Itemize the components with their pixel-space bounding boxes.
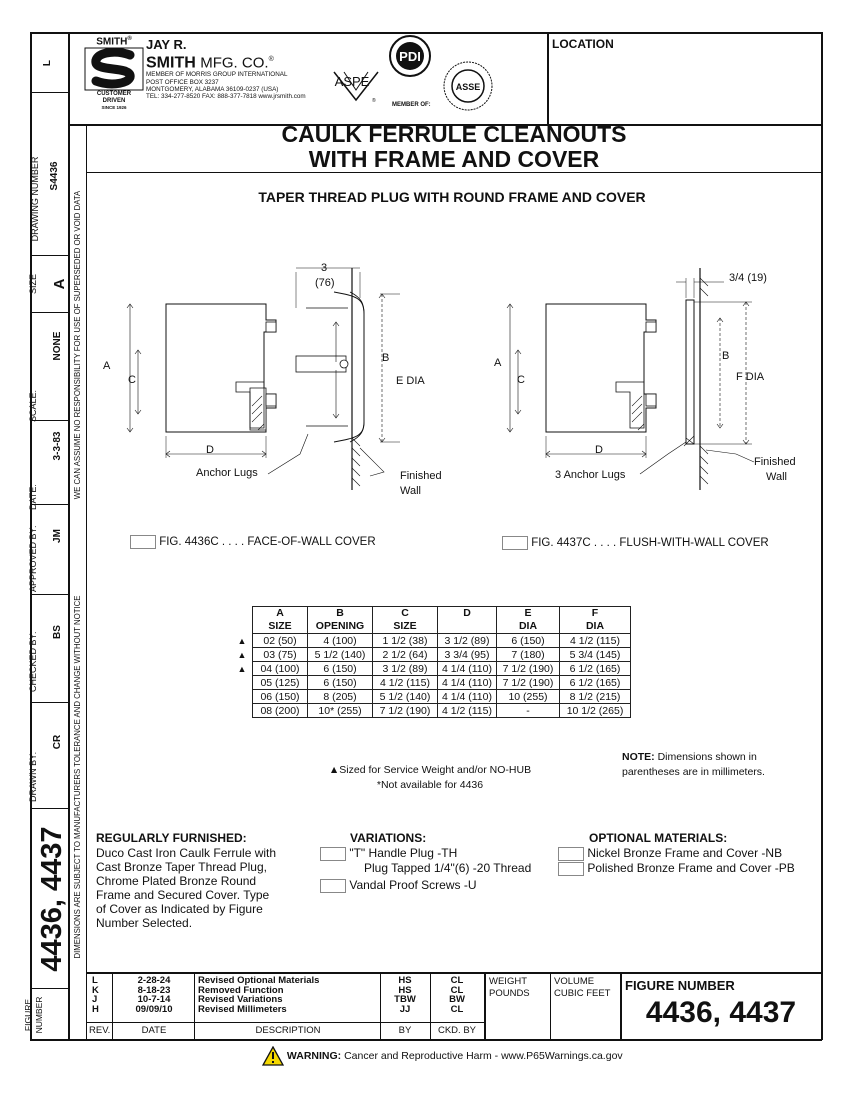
regularly-furnished [96,831,316,930]
table-cell: 05 (125) [253,676,308,690]
revision-rev: K [92,984,99,996]
scale-value: NONE [52,331,63,361]
since-text: SINCE 1926 [101,105,127,111]
p65-warning: WARNING: Cancer and Reproductive Harm - www.P65Warnings.ca.gov [262,1046,623,1066]
variation-u: Vandal Proof Screws -U [349,877,477,892]
revision-desc: Revised Variations [198,994,283,1005]
variations-title: VARIATIONS: [350,831,427,845]
variations [320,831,560,893]
variation-th: "T" Handle Plug -TH [349,846,458,860]
revision-desc: Revised Millimeters [198,1003,287,1015]
drawing-number-label: DRAWING NUMBER [30,156,40,242]
description-column [198,976,378,1014]
table-cell: 5 3/4 (145) [560,648,631,662]
left-dim-e: E DIA [396,375,425,387]
page-title: CAULK FERRULE CLEANOUTS WITH FRAME AND COVER [281,121,627,172]
table-cell: 10 1/2 (265) [560,704,631,718]
table-cell: 03 (75) [253,648,308,662]
optional-pb: Polished Bronze Frame and Cover -PB [587,860,795,875]
smith-s-icon [84,47,144,91]
table-cell: 06 (150) [253,690,308,704]
optional-nb-checkbox[interactable] [558,847,584,861]
fig-4436c-checkbox[interactable] [130,535,156,549]
figure-number: 4436, 4437 [645,996,797,1029]
table-cell: 8 1/2 (215) [560,690,631,704]
size-value: A [51,278,68,290]
right-dim-b: B [722,350,730,362]
driven-text: DRIVEN [102,98,126,105]
table-cell: 4 1/4 (110) [438,662,497,676]
company-name: JAY R. SMITH MFG. CO.® MEMBER OF MORRIS GROUP INTERNATIONAL POST OFFICE BOX 3237 MONTGOMERY, ALABAMA 36109-0237 (USA) TEL: 334-277-8520 FAX: 888-377-7818 www.jrsmith.com [146,37,306,101]
dims-header-5: F DIA [560,607,631,634]
table-cell: 2 1/2 (64) [373,648,438,662]
right-dim-d: D [595,444,603,456]
drawn-label: DRAWN BY: [28,751,38,802]
revision-ckd: CL [450,984,464,996]
table-row [232,676,631,690]
optional-nb: Nickel Bronze Frame and Cover -NB [587,846,783,860]
revision-ckd: CL [450,1003,464,1015]
furnished-title: REGULARLY FURNISHED: [96,831,247,845]
sidebar-figure-number: 4436, 4437 [36,826,68,972]
right-dim-c: C [517,374,525,386]
left-dim-b: B [382,352,390,364]
ckd-column [432,976,482,1014]
table-row [232,634,631,648]
table-cell: 4 1/2 (115) [560,634,631,648]
date-label: DATE: [28,484,38,510]
optional-title: OPTIONAL MATERIALS: [589,831,728,845]
optional-materials [558,831,820,876]
rev-header: REV. [89,1025,111,1036]
table-cell: 5 1/2 (140) [373,690,438,704]
table-cell: 1 1/2 (38) [373,634,438,648]
page-subtitle: TAPER THREAD PLUG WITH ROUND FRAME AND COVER [258,189,646,205]
left-dim-3: 3 [321,262,328,274]
right-dim-34: 3/4 (19) [729,272,767,284]
dimension-table [232,606,631,718]
revision-rev: L [92,975,98,986]
weight-box: WEIGHT POUNDS [489,976,530,999]
table-cell: 08 (200) [253,704,308,718]
variation-u-checkbox[interactable] [320,879,346,893]
note-sized-for: ▲Sized for Service Weight and/or NO-HUB *Not available for 4436 [328,764,532,791]
table-cell: 7 1/2 (190) [497,662,560,676]
table-cell: 3 3/4 (95) [438,648,497,662]
table-cell: 3 1/2 (89) [373,662,438,676]
table-cell: 10 (255) [497,690,560,704]
left-finished: Finished [400,470,442,482]
service-weight-marker: ▲ [237,663,247,674]
description-header: DESCRIPTION [255,1025,321,1036]
dims-header-3: D [438,607,497,634]
company-logo [84,36,144,118]
table-row [232,690,631,704]
table-cell: 04 (100) [253,662,308,676]
asse-text: ASSE [455,82,481,92]
approved-label: APPROVED BY: [28,525,38,592]
figure-4437c-drawing [480,258,780,498]
table-cell: 02 (50) [253,634,308,648]
optional-pb-checkbox[interactable] [558,862,584,876]
table-cell: 8 (205) [308,690,373,704]
right-dim-f: F DIA [736,371,765,383]
customer-text: CUSTOMER [96,91,132,98]
revision-by: HS [398,975,412,986]
warning-triangle-icon [262,1046,284,1066]
fig-4437c-caption: FIG. 4437C . . . . FLUSH-WITH-WALL COVER [502,536,769,550]
table-cell: 7 1/2 (190) [373,704,438,718]
table-cell: 4 (100) [308,634,373,648]
by-column [382,976,428,1014]
service-weight-marker [232,690,253,704]
pdi-text: PDI [399,49,421,64]
variation-tapped: Plug Tapped 1/4"(6) -20 Thread [364,860,532,875]
fig-4436c-caption: FIG. 4436C . . . . FACE-OF-WALL COVER [130,535,376,549]
sidebar-l: L [42,59,53,67]
revision-ckd: BW [449,994,465,1005]
furnished-line: Cast Bronze Taper Thread Plug, [96,860,267,874]
size-label: SIZE [28,274,38,295]
notice-upper: WE CAN ASSUME NO RESPONSIBILITY FOR USE OF SUPERSEDED OR VOID DATA [73,190,82,500]
checked-label: CHECKED BY: [28,631,38,692]
revision-date: 8-18-23 [137,984,171,996]
revision-desc: Removed Function [198,984,284,996]
table-cell: 4 1/2 (115) [373,676,438,690]
fig-4437c-checkbox[interactable] [502,536,528,550]
right-anchor-lugs: 3 Anchor Lugs [555,469,626,481]
revision-date: 2-28-24 [137,975,171,986]
dims-header-2: C SIZE [373,607,438,634]
table-cell: 7 (180) [497,648,560,662]
approved-value: JM [52,529,63,543]
right-dim-a: A [494,357,502,369]
figure-label: FIGURE NUMBER [23,996,44,1034]
date-header: DATE [141,1025,167,1036]
revision-date: 09/09/10 [135,1003,173,1015]
furnished-line: of Cover as Indicated by Figure [96,902,263,916]
revision-by: JJ [399,1003,411,1015]
right-finished: Finished [754,456,796,468]
left-wall: Wall [400,485,421,497]
table-cell: 6 1/2 (165) [560,676,631,690]
service-weight-marker: ▲ [237,635,247,646]
date-column [118,976,190,1014]
left-dim-76: (76) [315,277,335,289]
volume-box: VOLUME CUBIC FEET [554,976,611,999]
figure-4436c-drawing [100,258,400,498]
table-cell: 4 1/4 (110) [438,690,497,704]
table-cell: 5 1/2 (140) [308,648,373,662]
drawn-value: CR [52,734,63,750]
figure-number-label: FIGURE NUMBER [625,978,735,993]
revision-by: HS [398,984,412,996]
drawing-number: S4436 [49,161,60,191]
scale-label: SCALE: [28,389,38,422]
table-cell: 4 1/4 (110) [438,676,497,690]
rev-column [92,976,108,1014]
table-row [232,662,631,676]
revision-ckd: CL [450,975,464,986]
service-weight-marker: ▲ [237,649,247,660]
variation-th-checkbox[interactable] [320,847,346,861]
right-wall: Wall [766,471,787,483]
asse-logo-icon [444,62,492,110]
table-cell: 10* (255) [308,704,373,718]
revision-rev: H [92,1003,99,1015]
ckd-header: CKD. BY [437,1025,476,1036]
left-dim-d: D [206,444,214,456]
aspe-logo-icon [334,72,378,104]
note-mm: NOTE: Dimensions shown in parentheses are in millimeters. [622,751,765,778]
furnished-line: Frame and Secured Cover. Type [96,888,270,902]
aspe-text: ASPE [334,74,370,89]
dims-header-1: B OPENING [308,607,373,634]
dims-header-0: A SIZE [253,607,308,634]
pdi-logo-icon [390,36,430,76]
svg-text:®: ® [372,98,376,104]
revision-date: 10-7-14 [137,994,171,1005]
table-row [232,648,631,662]
table-cell: 6 (150) [308,676,373,690]
revision-rev: J [92,994,98,1005]
by-header: BY [398,1025,412,1036]
notice-lower: DIMENSIONS ARE SUBJECT TO MANUFACTURERS TOLERANCE AND CHANGE WITHOUT NOTICE [73,595,82,959]
furnished-line: Chrome Plated Bronze Round [96,874,257,888]
furnished-line: Duco Cast Iron Caulk Ferrule with [96,846,277,860]
service-weight-marker [232,676,253,690]
table-cell: 4 1/2 (115) [438,704,497,718]
table-cell: 6 (150) [308,662,373,676]
table-row [232,704,631,718]
member-of-text: MEMBER OF: [392,102,431,108]
revision-desc: Revised Optional Materials [198,975,320,986]
smith-badge: SMITH® [96,36,132,48]
dims-header-4: E DIA [497,607,560,634]
table-cell: 3 1/2 (89) [438,634,497,648]
table-cell: 7 1/2 (190) [497,676,560,690]
revision-by: TBW [394,994,416,1005]
member-logos [330,34,530,122]
checked-value: BS [52,625,63,639]
date-value: 3-3-83 [52,431,63,461]
table-cell: 6 (150) [497,634,560,648]
left-anchor-lugs: Anchor Lugs [196,467,258,479]
table-cell: - [497,704,560,718]
location-label: LOCATION [552,37,614,51]
furnished-line: Number Selected. [96,916,193,930]
table-cell: 6 1/2 (165) [560,662,631,676]
service-weight-marker [232,704,253,718]
left-dim-c: C [128,374,136,386]
left-dim-a: A [103,360,111,372]
